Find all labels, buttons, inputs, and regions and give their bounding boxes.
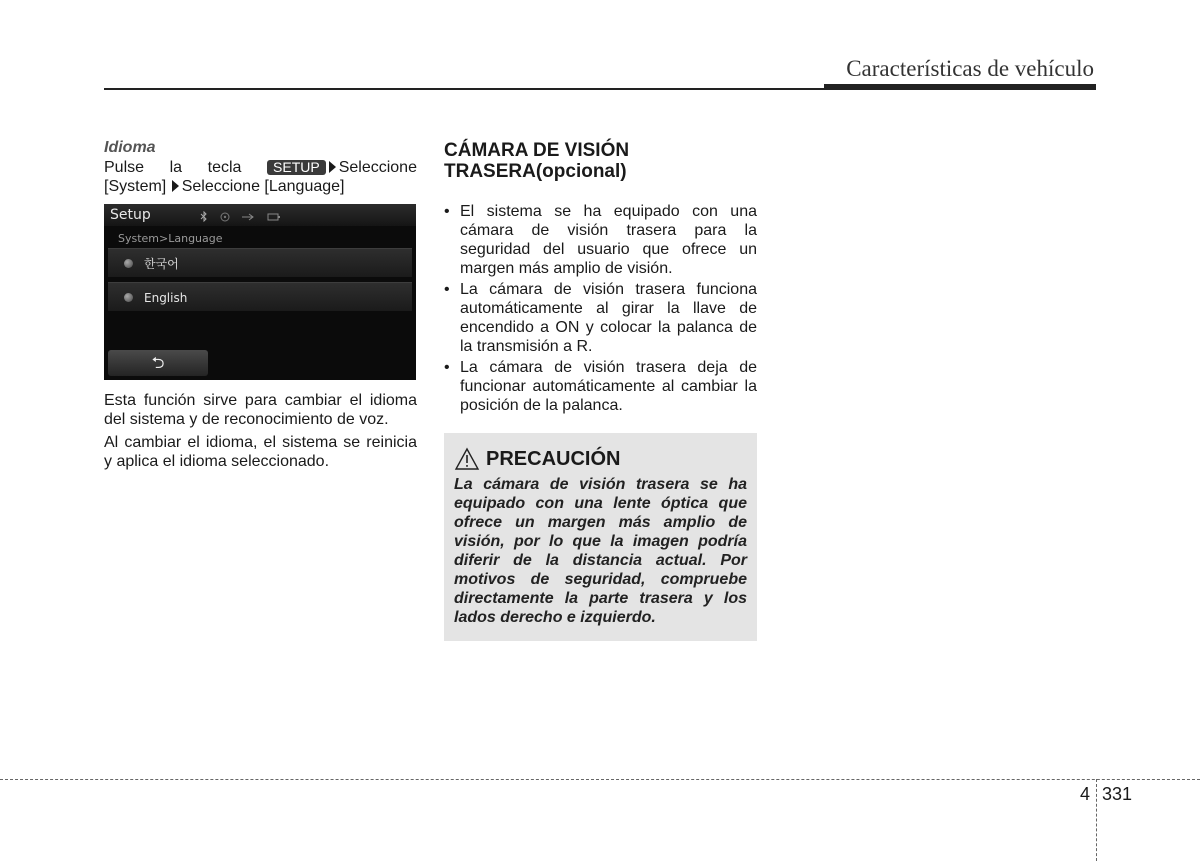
list-item: • La cámara de visión trasera deja de funcionar automáticamente al cambiar la posición de la palanca.: [444, 358, 757, 415]
screen-title: Setup: [110, 207, 151, 223]
bluetooth-icon: [200, 211, 208, 222]
section-title-line: TRASERA(opcional): [444, 161, 627, 182]
arrow-right-icon: [329, 161, 336, 173]
footer-divider: [1096, 779, 1097, 861]
usb-icon: [241, 212, 255, 222]
left-body-text: [104, 391, 417, 471]
instruction-word: tecla: [207, 159, 242, 176]
paragraph: Esta función sirve para cambiar el idioma del sistema y de reconocimiento de voz.: [104, 392, 417, 428]
instruction-word: Seleccione: [338, 159, 417, 176]
back-button[interactable]: [108, 350, 208, 376]
list-item: • La cámara de visión trasera funciona automáticamente al girar la llave de encendido a ON y colocar la palanca de la transmisión a R.: [444, 280, 757, 356]
instruction-word: la: [169, 159, 183, 176]
paragraph: Al cambiar el idioma, el sistema se reinicia y aplica el idioma seleccionado.: [104, 434, 417, 470]
caution-text: La cámara de visión trasera se ha equipado con una lente óptica que ofrece un margen más amplio de visión, por lo que la imagen podría diferir de la distancia actual. Por motivos de seguridad, compruebe directamente la parte trasera y los lados derecho e izquierdo.: [454, 476, 747, 626]
caution-box: [444, 433, 757, 641]
caution-title: PRECAUCIÓN: [486, 447, 621, 470]
screen-breadcrumb: System>Language: [118, 232, 223, 245]
instruction-language: Seleccione [Language]: [181, 178, 345, 195]
setup-key-group: [267, 158, 417, 177]
language-option-label: English: [144, 291, 188, 305]
middle-column: [444, 140, 757, 641]
warning-icon: [454, 447, 480, 471]
radio-icon: [124, 293, 133, 302]
chapter-number: 4: [1080, 784, 1091, 804]
instruction-system: [System]: [104, 178, 167, 195]
language-option-korean[interactable]: [108, 248, 412, 277]
caution-header: [454, 447, 747, 471]
setup-key-badge: SETUP: [267, 160, 326, 175]
battery-icon: [267, 212, 281, 222]
page-number: 331: [1102, 784, 1133, 804]
instruction-line-2: [104, 177, 417, 196]
subheading-idioma: Idioma: [104, 139, 156, 156]
language-option-label: 한국어: [144, 257, 179, 271]
back-arrow-icon: ⮌: [151, 353, 165, 372]
radio-icon: [124, 259, 133, 268]
list-item: • El sistema se ha equipado con una cámara de visión trasera para la seguridad del usuario que ofrece un margen más amplio de visión.: [444, 202, 757, 278]
language-option-english[interactable]: [108, 282, 412, 311]
status-icons: [200, 208, 281, 227]
disc-icon: [220, 212, 230, 222]
bullet-list: [444, 202, 757, 415]
arrow-right-icon: [172, 180, 179, 192]
section-title-line: CÁMARA DE VISIÓN: [444, 140, 630, 161]
section-title: [444, 140, 757, 182]
left-column: [104, 138, 417, 475]
footer-rule: [0, 779, 1200, 780]
language-setup-screen: [104, 204, 416, 380]
page-header-title: Características de vehículo: [846, 56, 1094, 81]
instruction-line-1: [104, 158, 417, 177]
header-rule: [104, 88, 1096, 90]
instruction-word: Pulse: [104, 159, 145, 176]
